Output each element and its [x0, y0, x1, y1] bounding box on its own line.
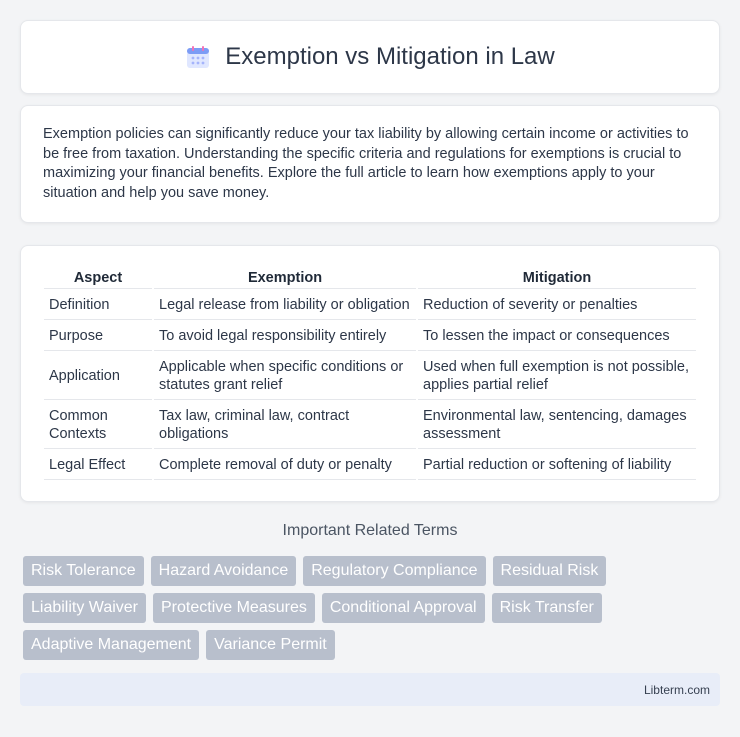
table-row: [44, 451, 696, 480]
table-cell: To avoid legal responsibility entirely: [154, 322, 416, 351]
page-title: Exemption vs Mitigation in Law: [225, 43, 555, 70]
tag-risk-tolerance[interactable]: Risk Tolerance: [23, 556, 144, 586]
tag-liability-waiver[interactable]: Liability Waiver: [23, 593, 146, 623]
tag-regulatory-compliance[interactable]: Regulatory Compliance: [303, 556, 485, 586]
tag-risk-transfer[interactable]: Risk Transfer: [492, 593, 602, 623]
table-cell: Application: [44, 353, 152, 400]
calendar-icon: [185, 44, 211, 70]
table-row: [44, 291, 696, 320]
comparison-table-card: [20, 245, 720, 502]
column-header-exemption: Exemption: [154, 268, 416, 289]
tag-hazard-avoidance[interactable]: Hazard Avoidance: [151, 556, 297, 586]
tag-variance-permit[interactable]: Variance Permit: [206, 630, 335, 660]
related-terms-list: [23, 556, 723, 667]
comparison-table: [42, 266, 698, 482]
table-cell: To lessen the impact or consequences: [418, 322, 696, 351]
table-cell: Definition: [44, 291, 152, 320]
table-cell: Legal release from liability or obligation: [154, 291, 416, 320]
table-row: [44, 402, 696, 449]
intro-card: [20, 105, 720, 223]
tag-adaptive-management[interactable]: Adaptive Management: [23, 630, 199, 660]
table-cell: Used when full exemption is not possible, applies partial relief: [418, 353, 696, 400]
table-cell: Purpose: [44, 322, 152, 351]
tag-row: [23, 556, 723, 586]
tag-conditional-approval[interactable]: Conditional Approval: [322, 593, 485, 623]
table-cell: Legal Effect: [44, 451, 152, 480]
intro-text: Exemption policies can significantly reduce your tax liability by allowing certain income or activities to be free from taxation. Understanding the specific criteria and regulations for exemptions is crucial to maximizing your financial benefits. Explore the full article to learn how exemptions apply to your situation and help you save money.: [43, 126, 689, 201]
footer: [20, 673, 720, 706]
table-cell: Tax law, criminal law, contract obligations: [154, 402, 416, 449]
tag-row: [23, 593, 723, 623]
footer-site-link[interactable]: Libterm.com: [643, 682, 710, 697]
table-cell: Common Contexts: [44, 402, 152, 449]
table-cell: Partial reduction or softening of liability: [418, 451, 696, 480]
tag-protective-measures[interactable]: Protective Measures: [153, 593, 315, 623]
table-row: [44, 322, 696, 351]
table-cell: Applicable when specific conditions or statutes grant relief: [154, 353, 416, 400]
tag-row: [23, 630, 723, 660]
table-cell: Reduction of severity or penalties: [418, 291, 696, 320]
table-cell: Environmental law, sentencing, damages assessment: [418, 402, 696, 449]
table-cell: Complete removal of duty or penalty: [154, 451, 416, 480]
tag-residual-risk[interactable]: Residual Risk: [493, 556, 607, 586]
column-header-aspect: Aspect: [44, 268, 152, 289]
related-terms-title: Important Related Terms: [282, 522, 458, 539]
column-header-mitigation: Mitigation: [418, 268, 696, 289]
table-header-row: [44, 268, 696, 289]
header-card: [20, 20, 720, 94]
table-row: [44, 353, 696, 400]
